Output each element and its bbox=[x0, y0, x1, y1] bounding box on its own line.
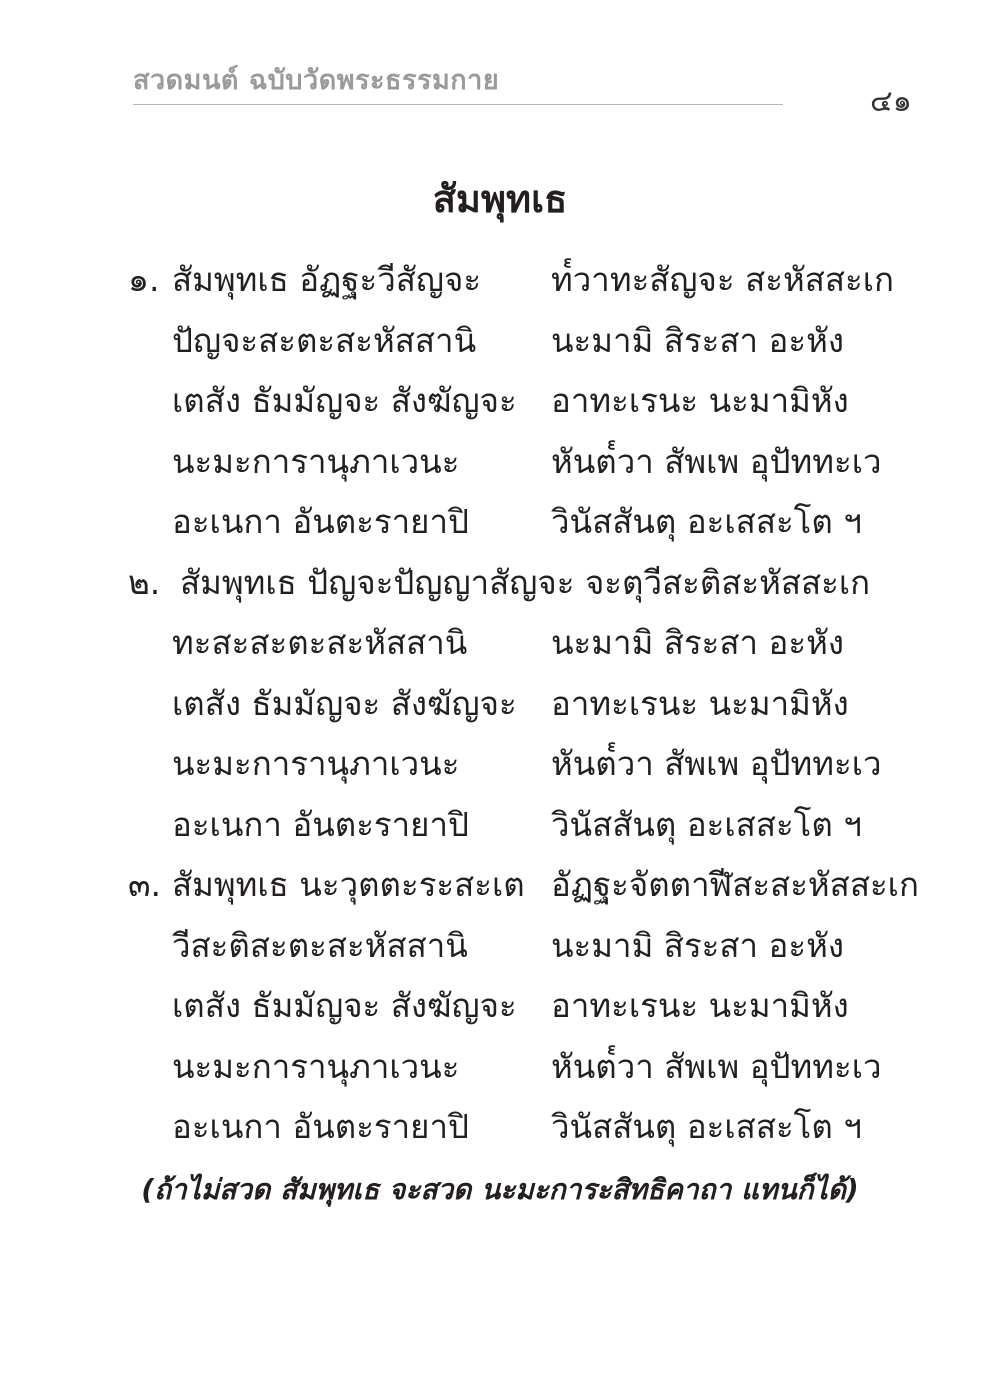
verse-line bbox=[0, 553, 1000, 614]
verse-line-left: สัมพุทเธ นะวุตตะระสะเต bbox=[172, 865, 525, 904]
verse-line-right: หันต๎วา สัพเพ อุปัททะเว bbox=[551, 441, 882, 481]
verse-number: ๓. bbox=[128, 865, 162, 904]
verse-line-right: อัฏฐะจัตตาฬีสะสะหัสสะเก bbox=[551, 865, 919, 904]
verse-line bbox=[0, 916, 1000, 977]
verse-line-right: อาทะเรนะ นะมามิหัง bbox=[551, 986, 849, 1025]
verse-line-right: นะมามิ สิระสา อะหัง bbox=[551, 320, 844, 360]
page-number: ๔๑ bbox=[870, 84, 912, 119]
verse-line bbox=[0, 734, 1000, 795]
verse-line-right: หันต๎วา สัพเพ อุปัททะเว bbox=[551, 1046, 882, 1086]
verse-line-right: นะมามิ สิระสา อะหัง bbox=[551, 925, 844, 965]
running-title: สวดมนต์ ฉบับวัดพระธรรมกาย bbox=[133, 65, 500, 96]
verse-line bbox=[0, 976, 1000, 1037]
verse-line-right: อาทะเรนะ นะมามิหัง bbox=[551, 381, 849, 420]
verse-line bbox=[0, 1037, 1000, 1098]
verse-list bbox=[0, 250, 1000, 1158]
verse-line-left: อะเนกา อันตะรายาปิ bbox=[172, 804, 469, 844]
verse-line-left: อะเนกา อันตะรายาปิ bbox=[172, 502, 469, 541]
verse-line-left: นะมะการานุภาเวนะ bbox=[172, 441, 460, 481]
verse-line-right: อาทะเรนะ นะมามิหัง bbox=[551, 683, 849, 723]
verse-line bbox=[0, 311, 1000, 372]
verse-line-full: สัมพุทเธ ปัญจะปัญญาสัญจะ จะตุวีสะติสะหัสสะเก bbox=[180, 562, 871, 602]
verse-line-right: วินัสสันตุ อะเสสะโต ฯ bbox=[551, 1107, 862, 1146]
verse-line-left: นะมะการานุภาเวนะ bbox=[172, 744, 460, 783]
verse-line-left: เตสัง ธัมมัญจะ สังฆัญจะ bbox=[172, 381, 517, 420]
verse-line-left: ทะสะสะตะสะหัสสานิ bbox=[172, 623, 468, 662]
verse-line-right: ท๎วาทะสัญจะ สะหัสสะเก bbox=[551, 260, 894, 299]
header-divider bbox=[133, 104, 783, 105]
verse-line-left: ปัญจะสะตะสะหัสสานิ bbox=[172, 320, 477, 360]
verse-line-left: เตสัง ธัมมัญจะ สังฆัญจะ bbox=[172, 986, 517, 1025]
verse-line bbox=[0, 1097, 1000, 1158]
verse-number: ๒. bbox=[128, 562, 161, 602]
verse-line-right: หันต๎วา สัพเพ อุปัททะเว bbox=[551, 744, 882, 783]
verse-line-left: สัมพุทเธ อัฏฐะวีสัญจะ bbox=[172, 260, 482, 299]
verse-line-right: วินัสสันตุ อะเสสะโต ฯ bbox=[551, 804, 862, 844]
verse-line-right: นะมามิ สิระสา อะหัง bbox=[551, 623, 844, 662]
verse-line-right: วินัสสันตุ อะเสสะโต ฯ bbox=[551, 502, 862, 541]
verse-line bbox=[0, 613, 1000, 674]
verse-line bbox=[0, 855, 1000, 916]
verse-line bbox=[0, 674, 1000, 735]
verse-line bbox=[0, 492, 1000, 553]
verse-line bbox=[0, 250, 1000, 311]
verse-line-left: เตสัง ธัมมัญจะ สังฆัญจะ bbox=[172, 683, 517, 723]
verse-number: ๑. bbox=[128, 260, 160, 299]
footnote: (ถ้าไม่สวด สัมพุทเธ จะสวด นะมะการะสิทธิคาถา แทนก็ได้) bbox=[141, 1173, 859, 1206]
verse-line bbox=[0, 795, 1000, 856]
verse-line-left: นะมะการานุภาเวนะ bbox=[172, 1046, 460, 1086]
verse-line-left: อะเนกา อันตะรายาปิ bbox=[172, 1107, 469, 1146]
chant-title: สัมพุทเธ bbox=[432, 177, 568, 221]
verse-line bbox=[0, 371, 1000, 432]
verse-line bbox=[0, 432, 1000, 493]
verse-line-left: วีสะติสะตะสะหัสสานิ bbox=[172, 925, 468, 965]
